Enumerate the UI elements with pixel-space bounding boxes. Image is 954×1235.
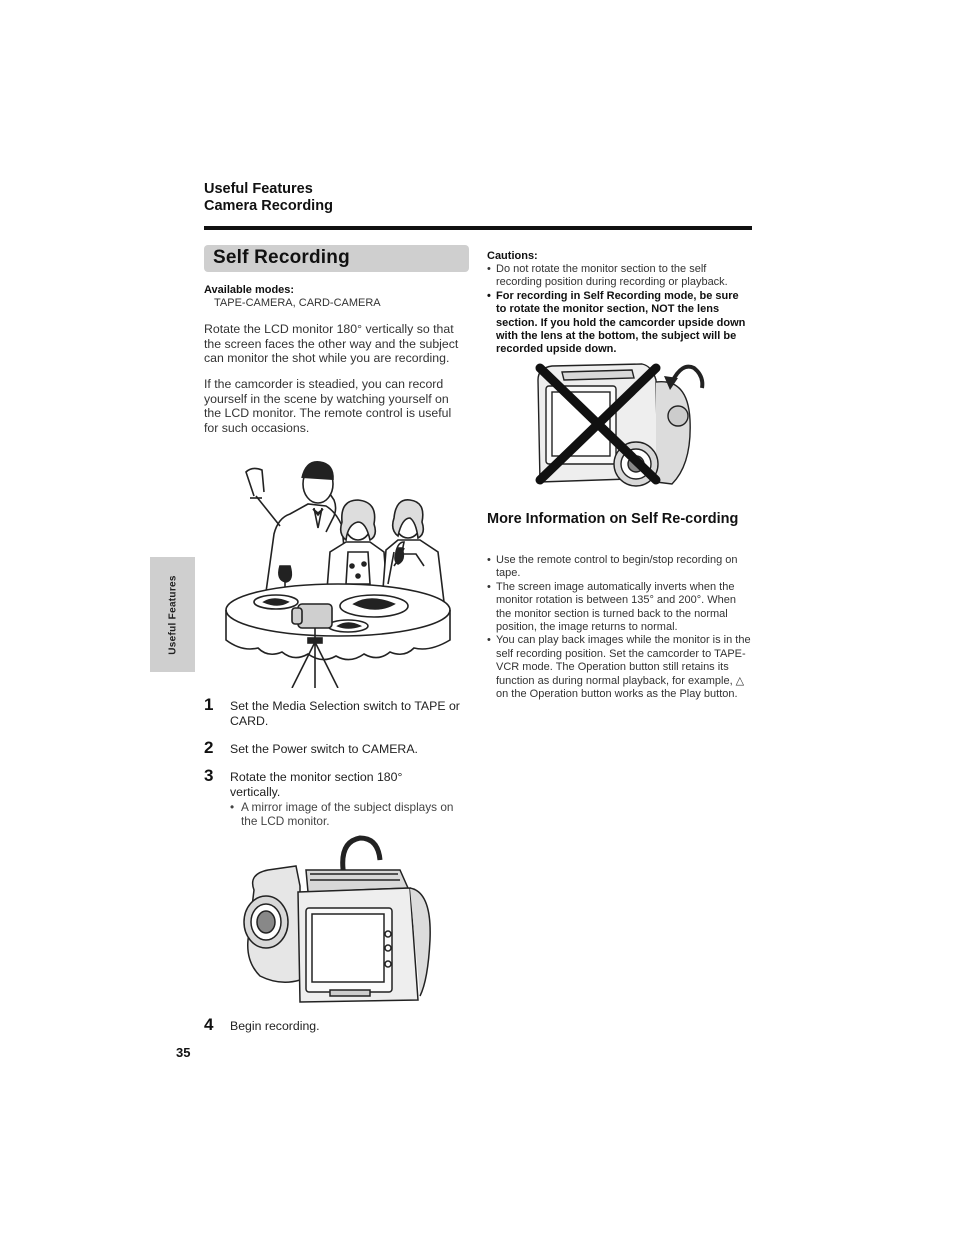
header-subsection: Camera Recording <box>204 198 333 214</box>
step-3-note <box>230 800 460 828</box>
caution-item-2: • For recording in Self Recording mode, be sure to rotate the monitor section, NOT the lens section. If you hold the camcorder upside down with the lens at the bottom, the subject will be recorded upside down. <box>487 290 751 357</box>
incorrect-rotation-illustration <box>532 360 708 494</box>
camcorder-rotated-monitor-illustration <box>240 830 436 1010</box>
more-info-heading: More Information on Self Re-cording <box>487 511 739 527</box>
step-2-text: Set the Power switch to CAMERA. <box>230 742 418 756</box>
more-info-list <box>487 554 753 701</box>
cautions-label: Cautions: <box>487 250 538 262</box>
step-4-text: Begin recording. <box>230 1019 320 1033</box>
header-section: Useful Features <box>204 181 313 197</box>
available-modes-value: TAPE-CAMERA, CARD-CAMERA <box>214 297 381 309</box>
step-3-number: 3 <box>204 766 214 785</box>
page-number: 35 <box>176 1045 191 1060</box>
caution-item-1: • Do not rotate the monitor section to the self recording position during recording or playback. <box>487 263 751 290</box>
side-tab <box>150 557 195 672</box>
section-title-bar <box>204 245 469 272</box>
intro-paragraph-2: If the camcorder is steadied, you can record yourself in the scene by watching yourself on the LCD monitor. The remote control is useful for such occasions. <box>204 377 452 435</box>
intro-paragraph-1: Rotate the LCD monitor 180° vertically so that the screen faces the other way and the subject can monitor the shot while you are recording. <box>204 322 459 366</box>
step-3-text: Rotate the monitor section 180° vertically. <box>230 770 403 799</box>
step-1-number: 1 <box>204 695 214 714</box>
side-tab-label: Useful Features <box>167 574 178 655</box>
step-1-text: Set the Media Selection switch to TAPE or CARD. <box>230 699 460 728</box>
running-header <box>204 181 333 215</box>
cautions-list <box>487 263 751 357</box>
dinner-scene-illustration <box>218 452 458 688</box>
section-title: Self Recording <box>213 247 350 268</box>
more-info-item-1: • Use the remote control to begin/stop recording on tape. <box>487 554 753 581</box>
header-rule <box>204 226 752 230</box>
more-info-item-3: • You can play back images while the monitor is in the self recording position. Set the camcorder to TAPE-VCR mode. The Operation button still retains its function as during normal playback, for example, △ on the Operation button works as the Play button. <box>487 634 753 701</box>
step-3-note-item: • A mirror image of the subject displays on the LCD monitor. <box>230 800 460 828</box>
step-4-number: 4 <box>204 1015 214 1034</box>
more-info-item-2: • The screen image automatically inverts when the monitor rotation is between 135° and 200°. When the monitor section is turned back to the normal position, the image returns to normal. <box>487 581 753 635</box>
available-modes-label: Available modes: <box>204 284 295 296</box>
step-2-number: 2 <box>204 738 214 757</box>
